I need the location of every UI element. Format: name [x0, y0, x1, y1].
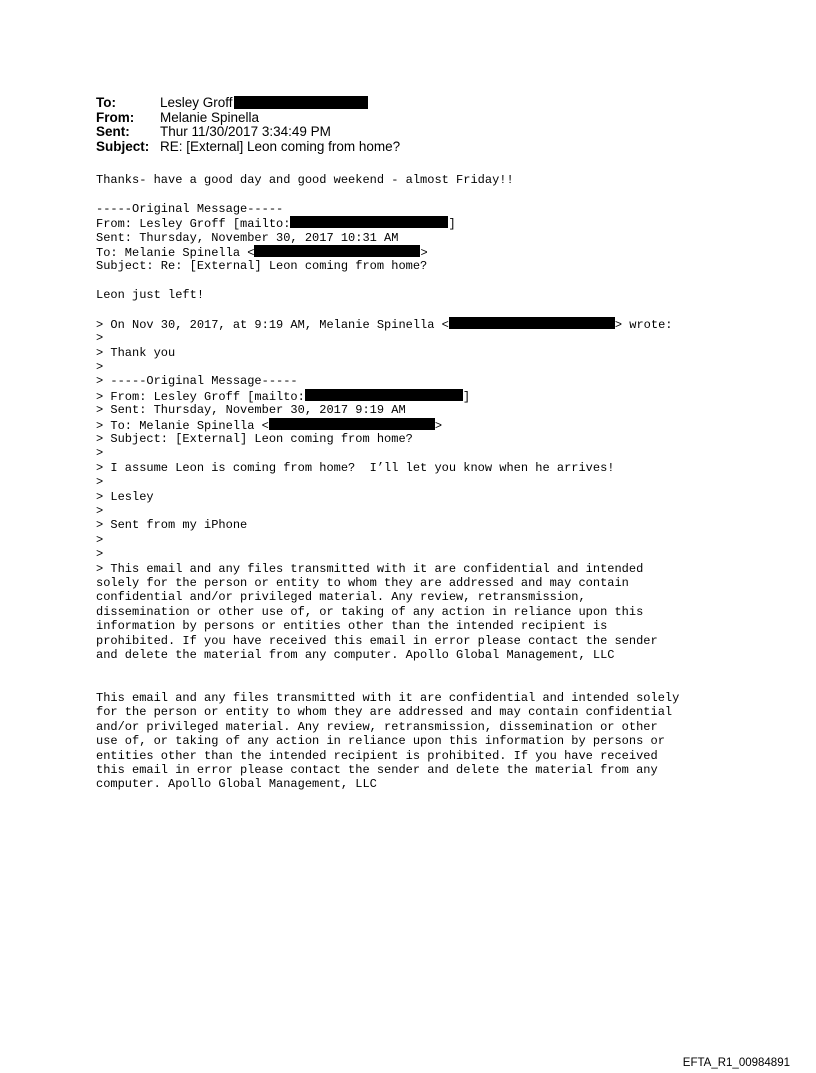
quoted-from-text: > From: Lesley Groff [mailto: — [96, 389, 305, 404]
header-to-value: Lesley Groff — [160, 95, 233, 110]
quoted-wrote-text: > On Nov 30, 2017, at 9:19 AM, Melanie Spinella < — [96, 317, 449, 332]
redaction-bar — [290, 216, 448, 228]
disclaimer-line: for the person or entity to whom they are addressed and may contain confidential — [96, 705, 673, 720]
disclaimer-line: and delete the material from any computer. Apollo Global Management, LLC — [96, 647, 615, 662]
quoted-empty-line: > — [96, 360, 104, 375]
header-to-row — [96, 96, 400, 111]
quoted-to-line — [96, 418, 679, 432]
quoted-subject-line: > Subject: [External] Leon coming from home? — [96, 432, 413, 447]
blank-line — [96, 274, 679, 288]
disclaimer-line: solely for the person or entity to whom they are addressed and may contain — [96, 575, 629, 590]
document-id: EFTA_R1_00984891 — [682, 1057, 790, 1069]
header-sent-value: Thur 11/30/2017 3:34:49 PM — [160, 124, 331, 139]
quoted-sent-from-line: > Sent from my iPhone — [96, 518, 248, 533]
quoted-empty-line: > — [96, 532, 104, 547]
quoted-sent-line: > Sent: Thursday, November 30, 2017 9:19 AM — [96, 403, 406, 418]
header-from-label: From: — [96, 109, 135, 125]
header-from-row — [96, 111, 400, 126]
original-message-text: Leon just left! — [96, 288, 205, 303]
redaction-bar — [305, 389, 463, 401]
original-to-close: > — [420, 245, 428, 260]
disclaimer-line: this email in error please contact the sender and delete the material from any — [96, 763, 658, 778]
disclaimer-line: and/or privileged material. Any review, retransmission, dissemination or other — [96, 719, 658, 734]
quoted-empty-line: > — [96, 547, 104, 562]
disclaimer-line: confidential and/or privileged material. Any review, retransmission, — [96, 590, 586, 605]
header-subject-label: Subject: — [96, 138, 150, 154]
quoted-wrote-line — [96, 317, 679, 331]
header-subject-row — [96, 140, 400, 155]
original-from-text: From: Lesley Groff [mailto: — [96, 217, 291, 232]
original-message-separator: -----Original Message----- — [96, 201, 284, 216]
blank-line — [96, 303, 679, 317]
quoted-wrote-suffix: > wrote: — [614, 317, 673, 332]
redaction-bar — [449, 317, 615, 329]
email-header — [96, 96, 400, 154]
quoted-thanks-line: > Thank you — [96, 345, 176, 360]
original-from-close: ] — [448, 217, 456, 232]
disclaimer-line: information by persons or entities other than the intended recipient is — [96, 619, 608, 634]
quoted-empty-line: > — [96, 475, 104, 490]
blank-line — [96, 187, 679, 201]
original-to-line — [96, 245, 679, 259]
redaction-bar — [254, 245, 420, 257]
quoted-from-line — [96, 389, 679, 403]
quoted-to-text: > To: Melanie Spinella < — [96, 418, 269, 433]
disclaimer-line: dissemination or other use of, or taking of any action in reliance upon this — [96, 604, 644, 619]
quoted-empty-line: > — [96, 446, 104, 461]
reply-text: Thanks- have a good day and good weekend - almost Friday!! — [96, 173, 514, 187]
quoted-message-text: > I assume Leon is coming from home? I’ll let you know when he arrives! — [96, 460, 615, 475]
header-from-value: Melanie Spinella — [160, 109, 260, 125]
email-body — [96, 173, 679, 792]
original-to-text: To: Melanie Spinella < — [96, 245, 255, 260]
disclaimer-line: > This email and any files transmitted with it are confidential and intended — [96, 561, 644, 576]
quoted-signature-line: > Lesley — [96, 489, 154, 504]
redaction-bar — [269, 418, 435, 430]
disclaimer-line: computer. Apollo Global Management, LLC — [96, 777, 377, 792]
disclaimer-line: prohibited. If you have received this email in error please contact the sender — [96, 633, 658, 648]
disclaimer-line: This email and any files transmitted with it are confidential and intended solely — [96, 691, 680, 706]
blank-line — [96, 662, 679, 676]
header-sent-label: Sent: — [96, 124, 130, 139]
original-sent-line: Sent: Thursday, November 30, 2017 10:31 AM — [96, 230, 399, 245]
redaction-bar — [234, 96, 368, 109]
quoted-to-close: > — [434, 418, 443, 433]
quoted-from-close: ] — [462, 389, 471, 404]
original-from-line — [96, 216, 679, 230]
original-subject-line: Subject: Re: [External] Leon coming from home? — [96, 259, 428, 274]
quoted-separator-line: > -----Original Message----- — [96, 374, 298, 389]
header-sent-row — [96, 125, 400, 140]
disclaimer-line: use of, or taking of any action in reliance upon this information by persons or — [96, 734, 665, 749]
disclaimer-line: entities other than the intended recipient is prohibited. If you have received — [96, 748, 658, 763]
header-to-label: To: — [96, 95, 116, 110]
quoted-empty-line: > — [96, 503, 104, 518]
quoted-empty-line: > — [96, 331, 104, 346]
header-subject-value: RE: [External] Leon coming from home? — [160, 138, 401, 154]
blank-line — [96, 677, 679, 691]
